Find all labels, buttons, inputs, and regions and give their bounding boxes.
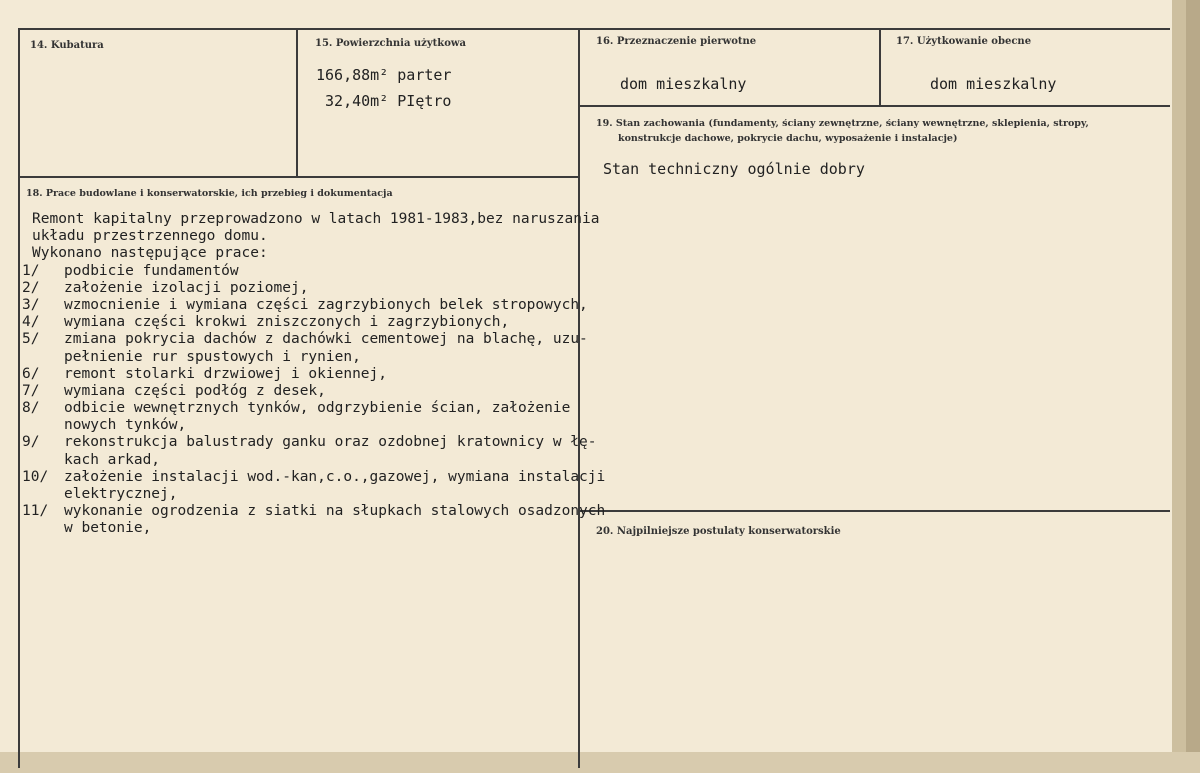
intro-line: Remont kapitalny przeprowadzono w latach 1981-1983,bez naruszania <box>32 211 600 227</box>
works-item-number: 9/ <box>22 434 40 451</box>
works-item-text: założenie izolacji poziomej, <box>64 279 309 296</box>
works-item-text: zmiana pokrycia dachów z dachówki cementowej na blachę, uzu- <box>64 331 588 348</box>
usable-area-first-floor: 32,40m² PIętro <box>316 92 452 110</box>
works-list-item <box>22 452 605 469</box>
works-item-text: odbicie wewnętrznych tynków, odgrzybienie ścian, założenie <box>64 400 571 417</box>
works-list-item <box>22 417 605 434</box>
works-item-text: w betonie, <box>64 520 152 537</box>
works-item-number: 4/ <box>22 314 40 331</box>
section-14-label: 14. Kubatura <box>30 40 104 51</box>
works-item-number: 8/ <box>22 400 40 417</box>
usable-area-ground-floor: 166,88m² parter <box>316 66 452 84</box>
works-item-text: wymiana części podłóg z desek, <box>64 382 326 399</box>
rule-below-15 <box>18 176 580 178</box>
works-list-item <box>22 263 605 280</box>
section-20-label: 20. Najpilniejsze postulaty konserwatorskie <box>596 526 841 537</box>
divider-16-17 <box>879 30 881 106</box>
intro-line: Wykonano następujące prace: <box>32 245 268 262</box>
works-item-text: podbicie fundamentów <box>64 262 239 279</box>
condition-value: Stan techniczny ogólnie dobry <box>603 160 865 178</box>
works-list-item <box>22 366 605 383</box>
works-list-item <box>22 486 605 503</box>
works-list-item <box>22 520 605 537</box>
works-item-text: pełnienie rur spustowych i rynien, <box>64 348 361 365</box>
card-edge-shadow <box>1186 0 1200 773</box>
current-use-value: dom mieszkalny <box>930 75 1057 93</box>
section-19-label-line1: 19. Stan zachowania (fundamenty, ściany zewnętrzne, ściany wewnętrzne, sklepienia, stropy, <box>596 118 1089 129</box>
rule-above-20 <box>579 510 1170 512</box>
works-item-text: elektrycznej, <box>64 486 178 502</box>
works-item-text: kach arkad, <box>64 451 161 468</box>
works-item-text: rekonstrukcja balustrady ganku oraz ozdobnej kratownicy w łę- <box>64 434 597 451</box>
works-item-number: 3/ <box>22 296 40 313</box>
works-list-item <box>22 383 605 400</box>
section-18-label: 18. Prace budowlane i konserwatorskie, ich przebieg i dokumentacja <box>26 188 393 199</box>
works-list-item <box>22 331 605 348</box>
works-item-number: 5/ <box>22 331 40 348</box>
works-item-number: 1/ <box>22 262 40 279</box>
section-17-label: 17. Użytkowanie obecne <box>896 36 1032 47</box>
section-19-label-line2: konstrukcje dachowe, pokrycie dachu, wyposażenie i instalacje) <box>618 133 958 144</box>
works-description <box>22 211 606 538</box>
rule-below-17 <box>579 105 1170 107</box>
intro-line: układu przestrzennego domu. <box>32 228 268 245</box>
works-item-text: nowych tynków, <box>64 417 187 434</box>
works-item-number: 11/ <box>22 503 49 520</box>
works-item-text: założenie instalacji wod.-kan,c.o.,gazowej, wymiana instalacji <box>64 468 606 485</box>
works-item-number: 7/ <box>22 382 40 399</box>
card-edge-bottom <box>0 752 1200 773</box>
works-item-number: 6/ <box>22 365 40 382</box>
section-16-label: 16. Przeznaczenie pierwotne <box>596 36 757 47</box>
original-purpose-value: dom mieszkalny <box>620 75 747 93</box>
works-list-item <box>22 297 605 314</box>
works-item-number: 2/ <box>22 279 40 296</box>
divider-14-15 <box>296 30 298 177</box>
works-item-text: remont stolarki drzwiowej i okiennej, <box>64 365 388 382</box>
works-item-text: wykonanie ogrodzenia z siatki na słupkach stalowych osadzonych <box>64 503 606 520</box>
works-item-text: wzmocnienie i wymiana części zagrzybionych belek stropowych, <box>64 296 588 313</box>
works-list-item <box>22 400 605 417</box>
top-rule <box>18 28 1170 30</box>
works-list-item <box>22 349 605 366</box>
works-list-item <box>22 434 605 451</box>
works-list-item <box>22 469 605 486</box>
works-list-item <box>22 280 605 297</box>
section-15-label: 15. Powierzchnia użytkowa <box>315 38 466 49</box>
left-rule <box>18 28 20 768</box>
works-item-text: wymiana części krokwi zniszczonych i zagrzybionych, <box>64 314 510 331</box>
works-item-number: 10/ <box>22 468 49 485</box>
works-list-item <box>22 503 605 520</box>
works-list-item <box>22 314 605 331</box>
